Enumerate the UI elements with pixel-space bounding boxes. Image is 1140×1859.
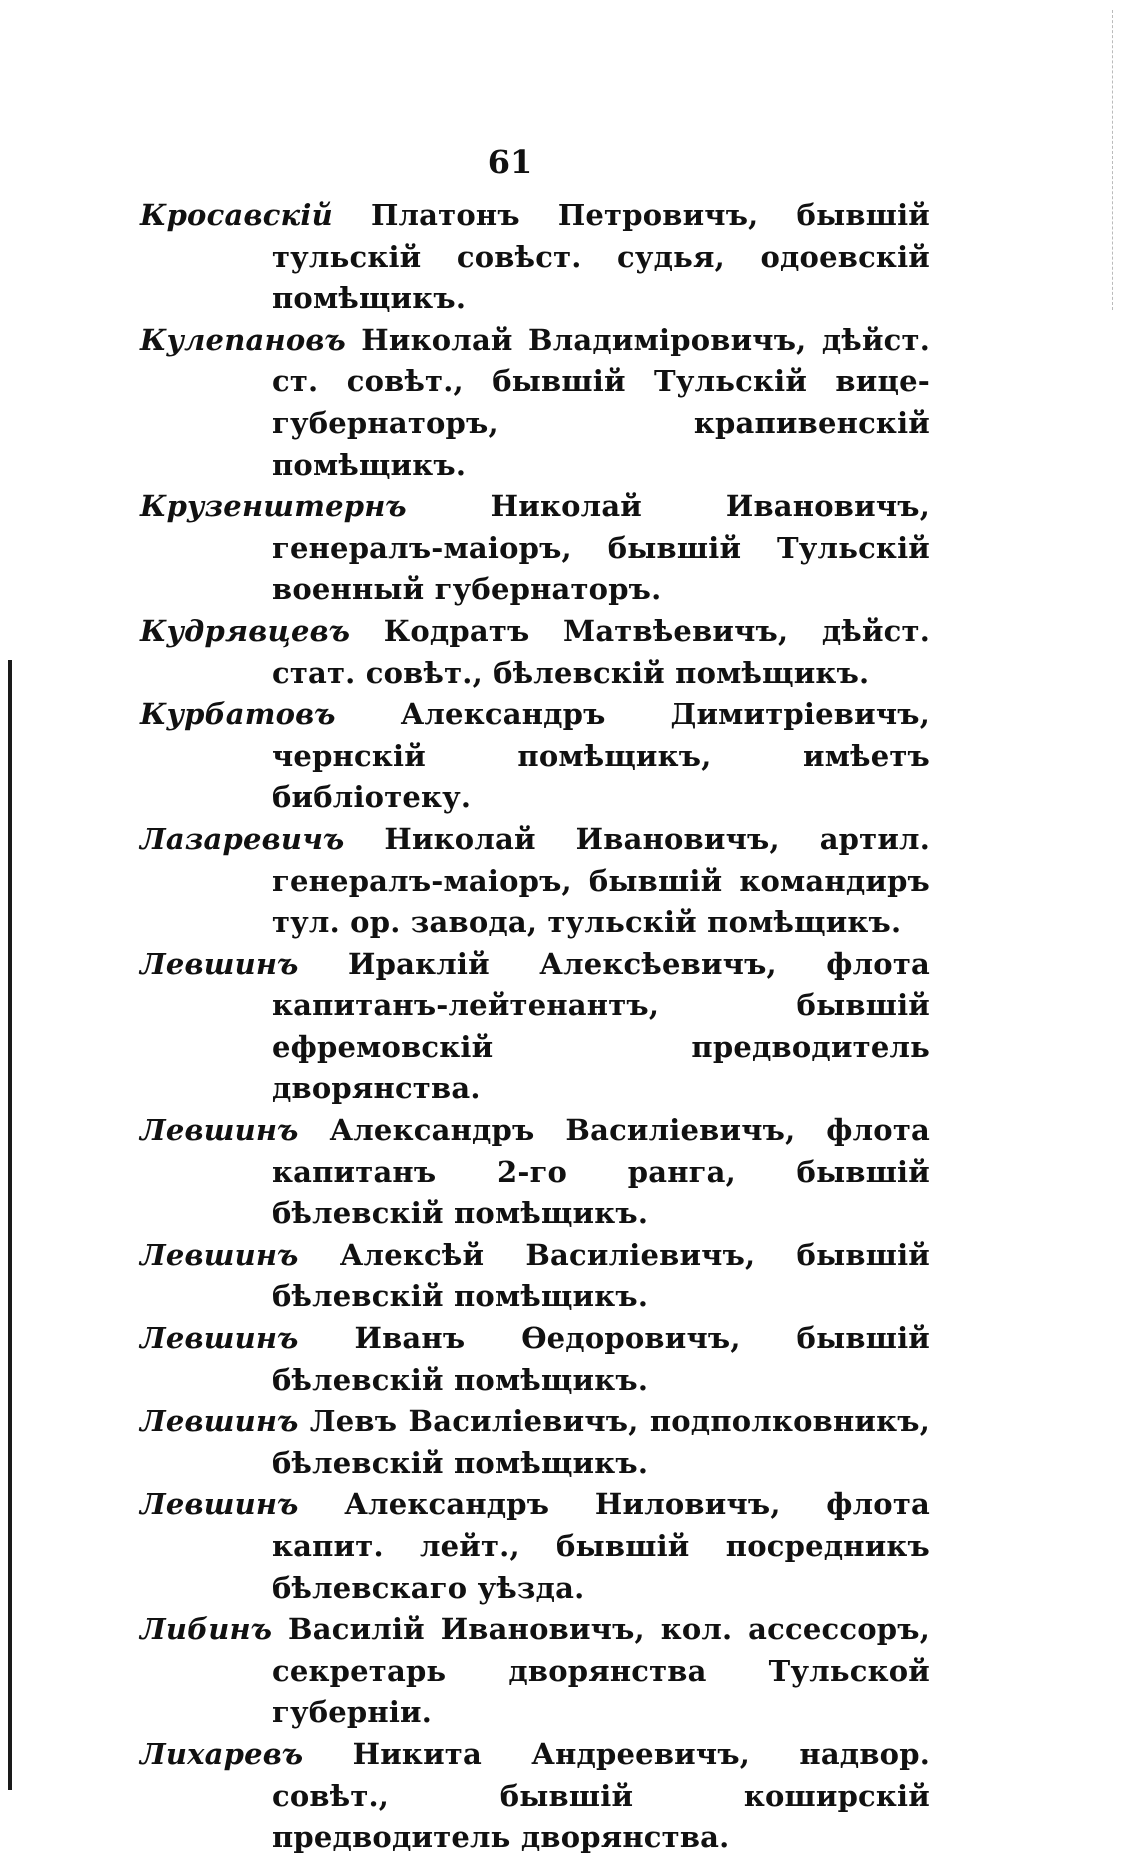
list-item <box>140 1734 930 1859</box>
entry-surname: Кудрявцевъ <box>140 613 351 648</box>
list-item <box>140 1235 930 1318</box>
entry-text: Николай Владиміровичъ, дѣйст. ст. совѣт., бывшій Тульскій вице-губернаторъ, крапивенскій помѣщикъ. <box>272 322 931 482</box>
list-item <box>140 486 930 611</box>
entry-text: Николай Ивановичъ, артил. генералъ-маіоръ, бывшій командиръ тул. ор. завода, тульскій помѣщикъ. <box>272 821 930 940</box>
entry-surname: Кулепановъ <box>140 322 346 357</box>
page-number: 61 <box>487 143 533 181</box>
page-edge-shadow <box>8 660 12 1790</box>
entry-text: Николай Ивановичъ, генералъ-маіоръ, бывшій Тульскій военный губернаторъ. <box>272 489 930 607</box>
entry-text: Александръ Василіевичъ, флота капитанъ 2-го ранга, бывшій бѣлевскій помѣщикъ. <box>272 1113 931 1231</box>
entry-text: Алексѣй Василіевичъ, бывшій бѣлевскій помѣщикъ. <box>272 1237 930 1314</box>
entry-surname: Левшинъ <box>140 1404 299 1439</box>
entry-surname: Левшинъ <box>140 1487 299 1522</box>
entry-text: Никита Андреевичъ, надвор. совѣт., бывшій коширскій предводитель дворянства. <box>272 1736 931 1855</box>
list-item <box>140 1318 930 1401</box>
page-gutter-mark <box>1112 10 1114 310</box>
list-item <box>140 694 930 819</box>
entry-text: Александръ Ниловичъ, флота капит. лейт., бывшій посредникъ бѣлевскаго уѣзда. <box>272 1487 931 1605</box>
entry-surname: Лихаревъ <box>140 1736 304 1771</box>
list-item <box>140 1401 930 1484</box>
entry-text: Ираклій Алексѣевичъ, флота капитанъ-лейтенантъ, бывшій ефремовскій предводитель дворянства. <box>272 946 931 1106</box>
entry-surname: Левшинъ <box>140 1321 299 1356</box>
entry-text: Левъ Василіевичъ, подполковникъ, бѣлевскій помѣщикъ. <box>272 1404 930 1480</box>
entry-surname: Лазаревичъ <box>140 821 345 856</box>
list-item <box>140 1609 930 1734</box>
entry-text: Александръ Димитріевичъ, чернскій помѣщикъ, имѣетъ библіотеку. <box>272 697 930 815</box>
list-item <box>140 320 930 486</box>
list-item <box>140 1110 930 1235</box>
entry-surname: Крузенштернъ <box>140 489 407 524</box>
entry-surname: Курбатовъ <box>140 697 336 732</box>
entry-list <box>140 195 930 1859</box>
list-item <box>140 1484 930 1609</box>
entry-text: Платонъ Петровичъ, бывшій тульскій совѣст. судья, одоевскій помѣщикъ. <box>272 198 930 316</box>
entry-surname: Левшинъ <box>140 946 299 981</box>
list-item <box>140 819 930 944</box>
entry-text: Иванъ Ѳедоровичъ, бывшій бѣлевскій помѣщикъ. <box>272 1321 930 1397</box>
list-item <box>140 611 930 694</box>
entry-surname: Кросавскій <box>140 198 333 232</box>
entry-text: Кодратъ Матвѣевичъ, дѣйст. стат. совѣт., бѣлевскій помѣщикъ. <box>272 613 931 690</box>
list-item <box>140 944 930 1110</box>
entry-surname: Левшинъ <box>140 1113 299 1148</box>
list-item <box>140 195 930 320</box>
entry-text: Василій Ивановичъ, кол. ассессоръ, секретарь дворянства Тульской губерніи. <box>272 1612 930 1730</box>
entry-surname: Либинъ <box>140 1612 273 1647</box>
entry-surname: Левшинъ <box>140 1237 299 1272</box>
